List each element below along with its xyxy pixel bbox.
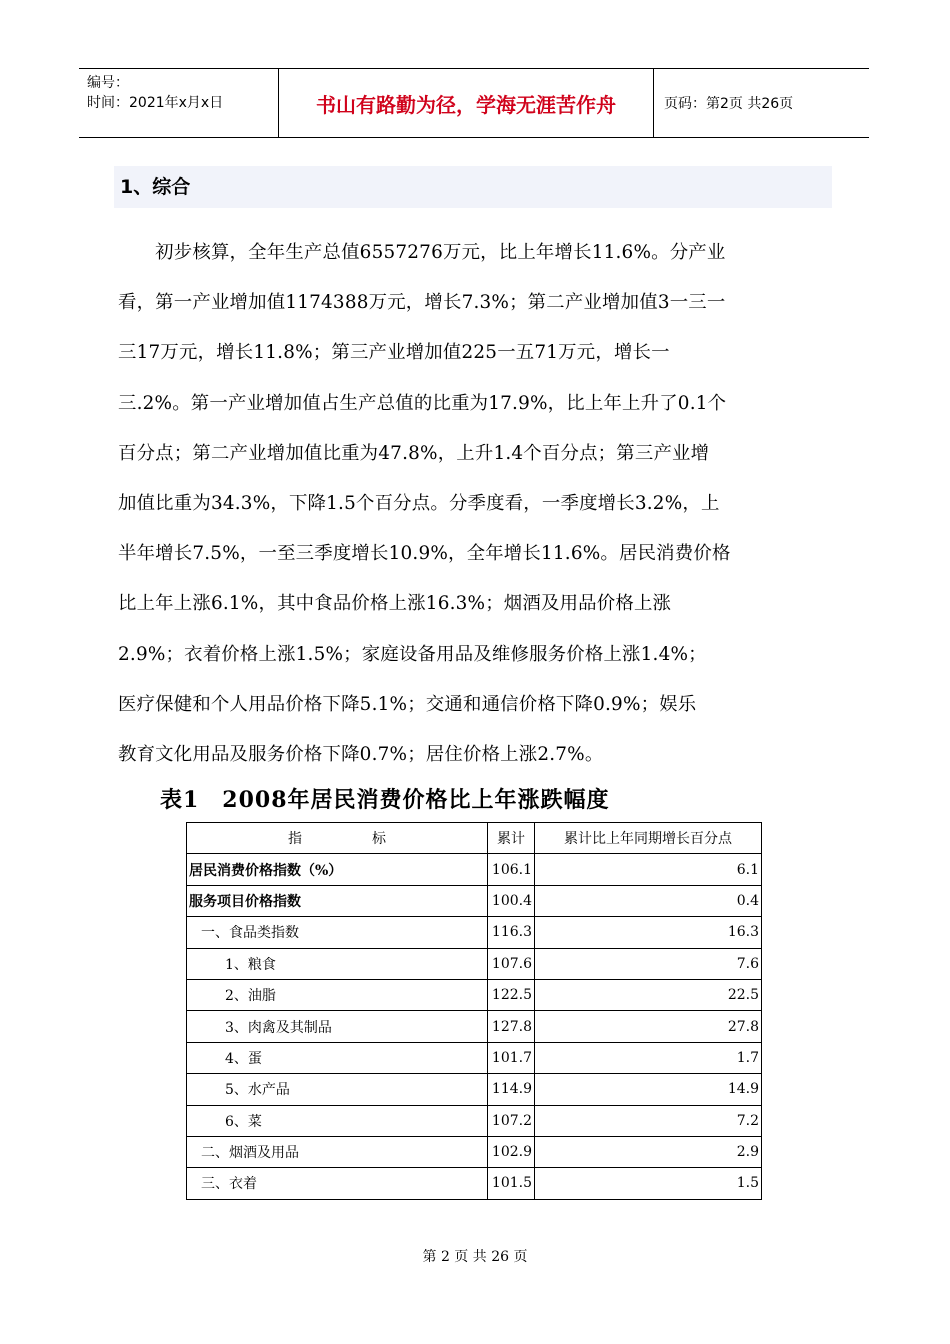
table-caption: 表1 2008年居民消费价格比上年涨跌幅度	[160, 787, 610, 813]
row-cumulative: 101.7	[488, 1042, 535, 1073]
header-motto: 书山有路勤为径，学海无涯苦作舟	[279, 69, 654, 137]
row-growth: 7.6	[535, 948, 762, 979]
header-growth: 累计比上年同期增长百分点	[535, 823, 762, 854]
row-growth: 2.9	[535, 1136, 762, 1167]
row-cumulative: 127.8	[488, 1011, 535, 1042]
table-row	[187, 885, 762, 916]
paragraph-line: 百分点；第二产业增加值比重为47.8%，上升1.4个百分点；第三产业增	[118, 442, 710, 464]
row-cumulative: 106.1	[488, 854, 535, 885]
table-row	[187, 979, 762, 1010]
table-row	[187, 1136, 762, 1167]
table-row	[187, 1042, 762, 1073]
table-row	[187, 1011, 762, 1042]
row-growth: 1.5	[535, 1168, 762, 1199]
paragraph-line: 看，第一产业增加值1174388万元，增长7.3%；第二产业增加值3一三一	[118, 292, 726, 314]
row-indicator: 2、油脂	[187, 979, 488, 1010]
row-growth: 14.9	[535, 1074, 762, 1105]
paragraph-line: 三.2%。第一产业增加值占生产总值的比重为17.9%，比上年上升了0.1个	[118, 392, 727, 414]
row-growth: 6.1	[535, 854, 762, 885]
row-indicator: 三、衣着	[187, 1168, 488, 1199]
cpi-table	[186, 822, 762, 1200]
table-row	[187, 854, 762, 885]
row-growth: 1.7	[535, 1042, 762, 1073]
row-cumulative: 100.4	[488, 885, 535, 916]
header-cumulative: 累计	[488, 823, 535, 854]
paragraph-line: 教育文化用品及服务价格下降0.7%；居住价格上涨2.7%。	[118, 743, 604, 765]
header-indicator: 指 标	[187, 823, 488, 854]
page-header	[79, 68, 869, 138]
row-indicator: 5、水产品	[187, 1074, 488, 1105]
paragraph-line: 医疗保健和个人用品价格下降5.1%；交通和通信价格下降0.9%；娱乐	[118, 693, 697, 715]
row-growth: 22.5	[535, 979, 762, 1010]
paragraph-line: 初步核算，全年生产总值6557276万元，比上年增长11.6%。分产业	[118, 242, 726, 263]
section-title: 1、综合	[114, 166, 832, 208]
header-time-label: 时间：2021年x月x日	[87, 95, 224, 111]
table-row	[187, 917, 762, 948]
row-cumulative: 107.2	[488, 1105, 535, 1136]
paragraph-line: 三17万元，增长11.8%；第三产业增加值225一五71万元，增长一	[118, 342, 670, 364]
row-growth: 16.3	[535, 917, 762, 948]
row-cumulative: 122.5	[488, 979, 535, 1010]
table-header-row	[187, 823, 762, 854]
row-indicator: 二、烟酒及用品	[187, 1136, 488, 1167]
paragraph-line: 加值比重为34.3%，下降1.5个百分点。分季度看，一季度增长3.2%，上	[118, 492, 720, 514]
row-indicator: 3、肉禽及其制品	[187, 1011, 488, 1042]
row-cumulative: 116.3	[488, 917, 535, 948]
page-footer: 第 2 页 共 26 页	[422, 1249, 528, 1265]
row-indicator: 1、粮食	[187, 948, 488, 979]
table-row	[187, 1105, 762, 1136]
paragraph-line: 比上年上涨6.1%，其中食品价格上涨16.3%；烟酒及用品价格上涨	[118, 593, 672, 615]
row-cumulative: 101.5	[488, 1168, 535, 1199]
table-row	[187, 948, 762, 979]
paragraph-line: 半年增长7.5%，一至三季度增长10.9%，全年增长11.6%。居民消费价格	[118, 543, 731, 565]
row-indicator: 服务项目价格指数	[187, 885, 488, 916]
header-number-label: 编号：	[87, 75, 129, 91]
header-page-info: 页码：第2页 共26页	[664, 96, 794, 112]
row-indicator: 4、蛋	[187, 1042, 488, 1073]
row-cumulative: 107.6	[488, 948, 535, 979]
row-growth: 0.4	[535, 885, 762, 916]
table-row	[187, 1074, 762, 1105]
row-indicator: 一、食品类指数	[187, 917, 488, 948]
body-paragraph	[118, 228, 834, 780]
paragraph-line: 2.9%；衣着价格上涨1.5%；家庭设备用品及维修服务价格上涨1.4%；	[118, 643, 707, 665]
row-cumulative: 102.9	[488, 1136, 535, 1167]
row-indicator: 居民消费价格指数（%）	[187, 854, 488, 885]
table-row	[187, 1168, 762, 1199]
row-growth: 7.2	[535, 1105, 762, 1136]
row-indicator: 6、菜	[187, 1105, 488, 1136]
header-meta	[79, 69, 279, 137]
row-cumulative: 114.9	[488, 1074, 535, 1105]
row-growth: 27.8	[535, 1011, 762, 1042]
